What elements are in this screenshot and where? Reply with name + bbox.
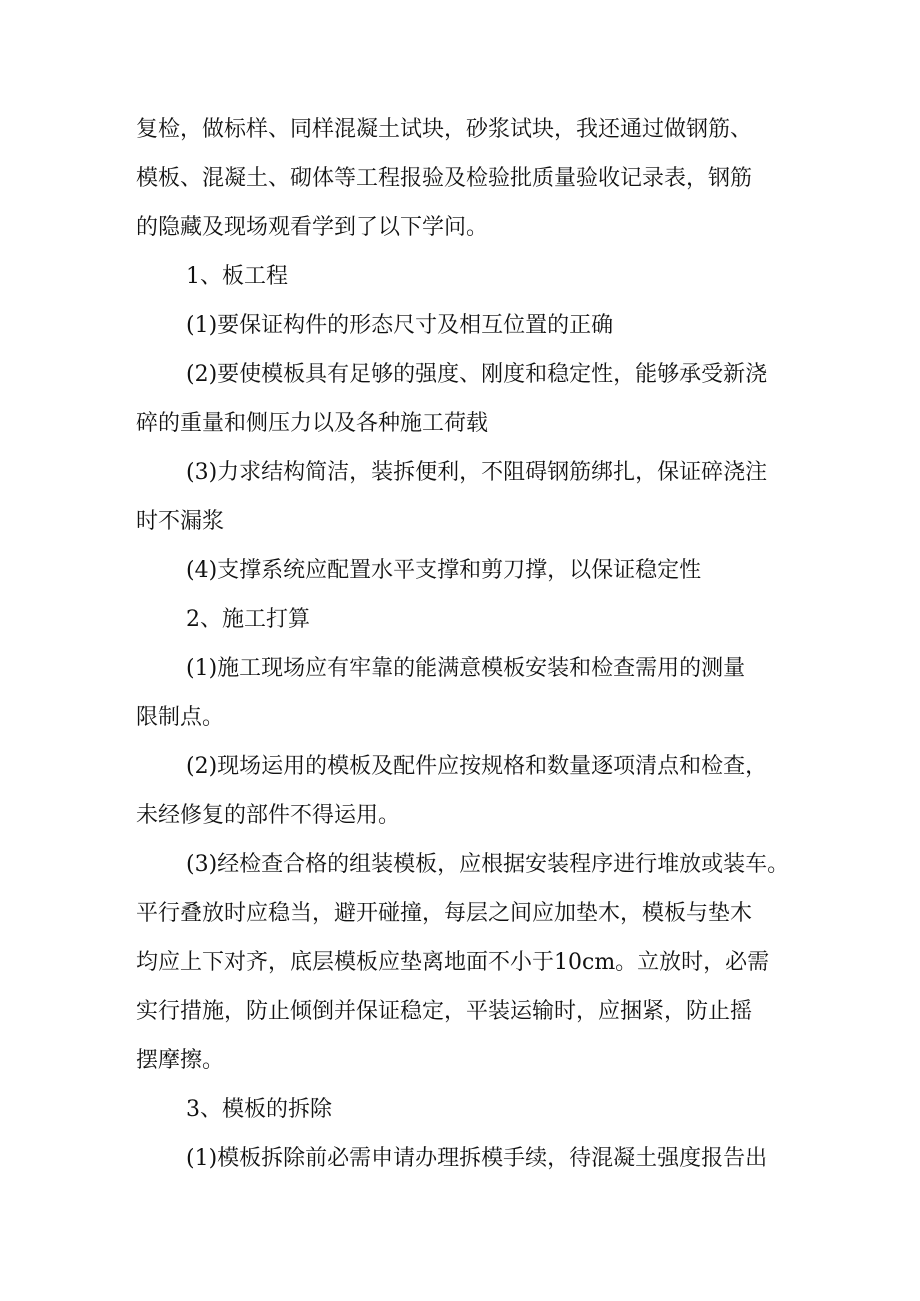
text-line: (3)力求结构简洁，装拆便利，不阻碍钢筋绑扎，保证碎浇注 [186, 460, 768, 485]
text-line: (2)要使模板具有足够的强度、刚度和稳定性，能够承受新浇 [186, 362, 768, 387]
text-line: 平行叠放时应稳当，避开碰撞，每层之间应加垫木，模板与垫木 [136, 901, 753, 926]
text-line: (1)要保证构件的形态尺寸及相互位置的正确 [186, 313, 614, 338]
text-line: (4)支撑系统应配置水平支撑和剪刀撑，以保证稳定性 [186, 558, 702, 583]
text-line: 模板、混凝土、砌体等工程报验及检验批质量验收记录表，钢筋 [136, 166, 753, 191]
text-line: (1)模板拆除前必需申请办理拆模手续，待混凝土强度报告出 [186, 1146, 768, 1171]
text-line: 摆摩擦。 [136, 1048, 225, 1073]
text-line: 复检，做标样、同样混凝土试块，砂浆试块，我还通过做钢筋、 [136, 117, 753, 142]
text-line: 的隐藏及现场观看学到了以下学问。 [136, 215, 489, 240]
text-line: 碎的重量和侧压力以及各种施工荷载 [136, 411, 489, 436]
text-line: (2)现场运用的模板及配件应按规格和数量逐项清点和检查， [186, 754, 768, 779]
text-line: (3)经检查合格的组装模板，应根据安装程序进行堆放或装车。 [186, 852, 790, 877]
section-heading: 3、模板的拆除 [186, 1097, 332, 1122]
text-line: 时不漏浆 [136, 509, 225, 534]
text-line: 均应上下对齐，底层模板应垫离地面不小于10cm。立放时，必需 [136, 950, 770, 975]
text-line: 未经修复的部件不得运用。 [136, 803, 401, 828]
text-line: 限制点。 [136, 705, 225, 730]
text-line: (1)施工现场应有牢靠的能满意模板安装和检查需用的测量 [186, 656, 746, 681]
section-heading: 1、板工程 [186, 264, 288, 289]
text-line: 实行措施，防止倾倒并保证稳定，平装运输时，应捆紧，防止摇 [136, 999, 753, 1024]
section-heading: 2、施工打算 [186, 607, 310, 632]
